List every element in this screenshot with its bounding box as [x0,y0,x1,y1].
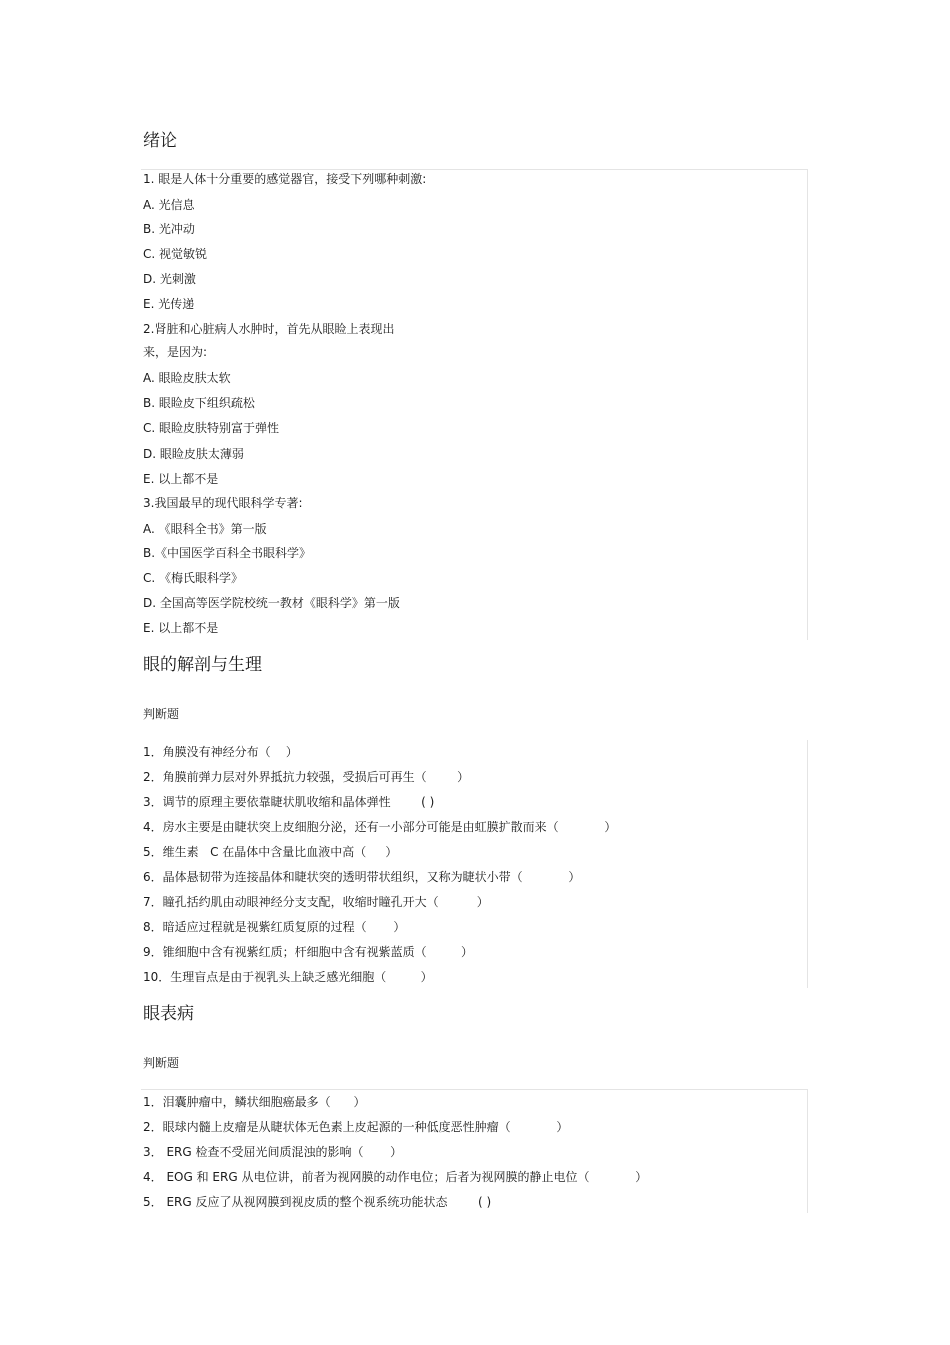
question-text: 7．瞳孔括约肌由动眼神经分支支配，收缩时瞳孔开大（ ） [143,895,489,909]
answer-option: D. 光刺激 [143,272,196,286]
answer-option: C. 眼睑皮肤特别富于弹性 [143,421,280,435]
question-text: 1．泪囊肿瘤中，鳞状细胞癌最多（ ） [143,1095,366,1109]
question-text: 1．角膜没有神经分布（ ） [143,745,298,759]
question-text: 8．暗适应过程就是视紫红质复原的过程（ ） [143,920,406,934]
answer-option: E. 以上都不是 [143,472,219,486]
question-text: 3.我国最早的现代眼科学专著: [143,496,303,510]
question-text: 3．调节的原理主要依靠睫状肌收缩和晶体弹性 ( ) [143,795,435,809]
question-text: 2.肾脏和心脏病人水肿时，首先从眼睑上表现出 [143,322,395,336]
question-text: 4． EOG 和 ERG 从电位讲，前者为视网膜的动作电位；后者为视网膜的静止电位（ ） [143,1170,648,1184]
answer-option: C. 《梅氏眼科学》 [143,571,244,585]
question-text: 2．角膜前弹力层对外界抵抗力较强，受损后可再生（ ） [143,770,470,784]
section-subtitle: 判断题 [143,1056,180,1070]
answer-option: E. 光传递 [143,297,195,311]
question-text: 6．晶体悬韧带为连接晶体和睫状突的透明带状组织，又称为睫状小带（ ） [143,870,581,884]
question-text: 10．生理盲点是由于视乳头上缺乏感光细胞（ ） [143,970,433,984]
section-subtitle: 判断题 [143,707,180,721]
answer-option: B. 光冲动 [143,222,195,236]
question-text: 来，是因为: [143,345,208,359]
answer-option: E. 以上都不是 [143,621,219,635]
question-text: 9．锥细胞中含有视紫红质；杆细胞中含有视紫蓝质（ ） [143,945,473,959]
answer-option: D. 全国高等医学院校统一教材《眼科学》第一版 [143,596,400,610]
answer-option: A. 眼睑皮肤太软 [143,371,231,385]
question-text: 5．维生素 C 在晶体中含量比血液中高（ ） [143,845,398,859]
question-text: 5． ERG 反应了从视网膜到视皮质的整个视系统功能状态 ( ) [143,1195,492,1209]
answer-option: B.《中国医学百科全书眼科学》 [143,546,312,560]
question-text: 1. 眼是人体十分重要的感觉器官，接受下列哪种刺激: [143,172,427,186]
section-title: 绪论 [143,131,177,151]
question-text: 4．房水主要是由睫状突上皮细胞分泌，还有一小部分可能是由虹膜扩散而来（ ） [143,820,617,834]
answer-option: B. 眼睑皮下组织疏松 [143,396,255,410]
answer-option: C. 视觉敏锐 [143,247,208,261]
answer-option: D. 眼睑皮肤太薄弱 [143,447,244,461]
section-title: 眼的解剖与生理 [143,655,262,675]
answer-option: A. 光信息 [143,198,195,212]
question-text: 3． ERG 检查不受屈光间质混浊的影响（ ） [143,1145,403,1159]
section-title: 眼表病 [143,1004,194,1024]
answer-option: A. 《眼科全书》第一版 [143,522,267,536]
question-text: 2．眼球内髓上皮瘤是从睫状体无色素上皮起源的一种低度恶性肿瘤（ ） [143,1120,569,1134]
